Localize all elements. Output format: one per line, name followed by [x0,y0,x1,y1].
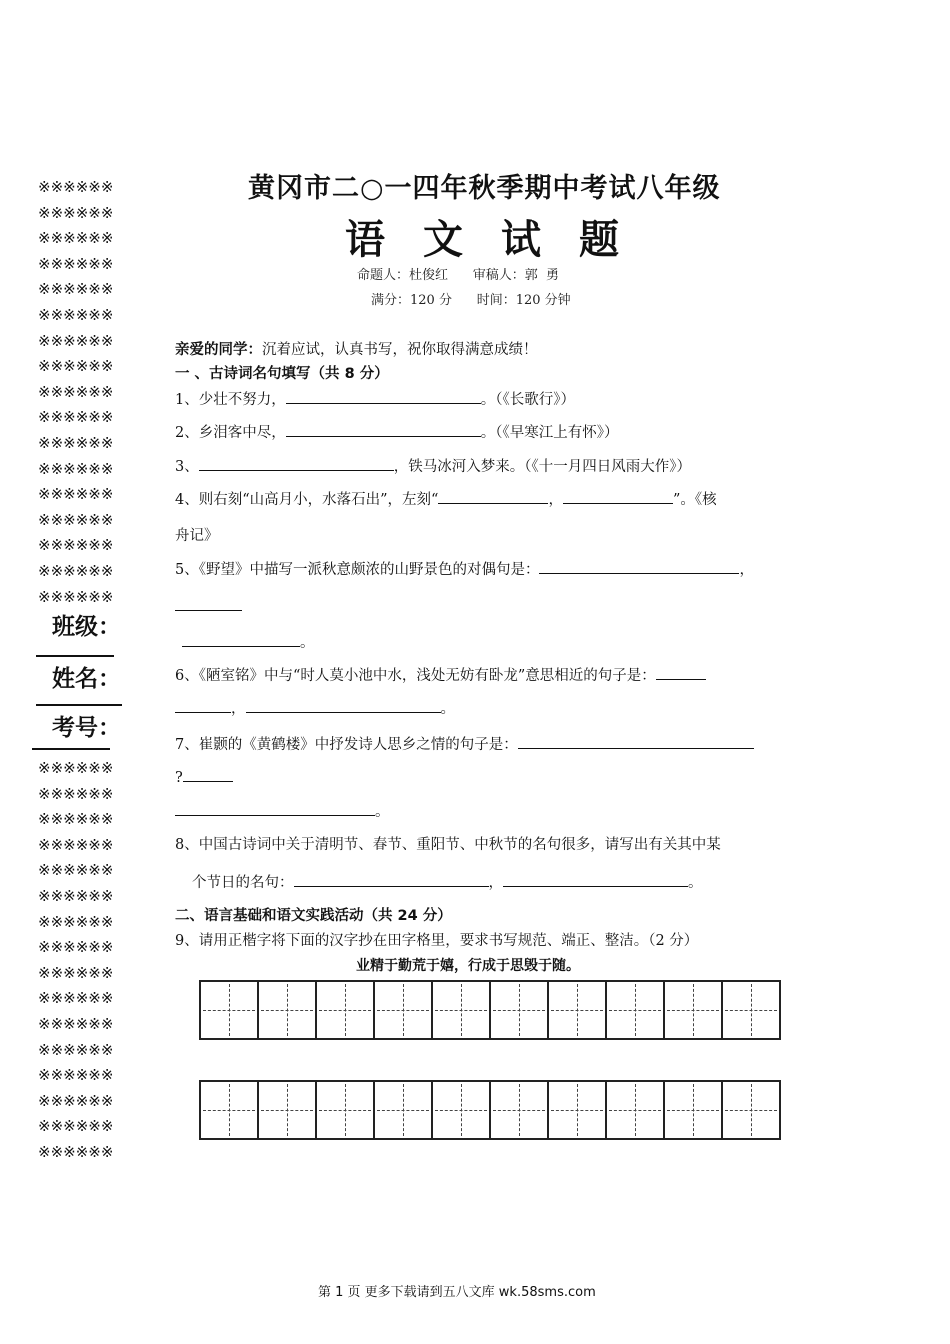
question-4-cont: 舟记》 [175,528,219,544]
q2-prompt: 2、乡泪客中尽， [175,425,286,441]
side-pattern-row: ※※※※※※ [38,510,114,529]
tianzige-cell[interactable] [607,982,665,1038]
q8-period: 。 [688,875,703,891]
question-6-line2 [175,697,455,718]
section1-heading: 一 、古诗词名句填写（共 8 分） [175,366,389,382]
side-pattern-row: ※※※※※※ [38,229,114,248]
tianzige-grid-row-2[interactable] [199,1080,781,1140]
side-pattern-row: ※※※※※※ [38,178,114,196]
side-pattern-row: ※※※※※※ [38,938,114,957]
tianzige-grid-row-1[interactable] [199,980,781,1040]
tianzige-cell[interactable] [491,982,549,1038]
q4-prompt: 4、则右刻“山高月小，水落石出”，左刻“ [175,492,439,508]
tianzige-cell[interactable] [491,1082,549,1138]
side-pattern-row: ※※※※※※ [38,963,114,982]
number-label: 考号： [52,715,121,741]
q4-comma: ， [548,492,563,508]
exam-authors: 命题人：杜俊红 审稿人：郭 勇 [357,268,560,283]
q7-prompt: 7、崔颢的《黄鹤楼》中抒发诗人思乡之情的句子是： [175,737,518,753]
tianzige-cell[interactable] [607,1082,665,1138]
side-pattern-row: ※※※※※※ [38,254,114,273]
page-footer: 第 1 页 更多下载请到五八文库 wk.58sms.com [318,1285,596,1300]
greeting [175,338,538,359]
side-pattern-row: ※※※※※※ [38,382,114,401]
copy-text: 业精于勤荒于嬉，行成于思毁于随。 [356,958,580,974]
q5-prompt: 5、《野望》中描写一派秋意颇浓的山野景色的对偶句是： [175,562,540,578]
q6-answer-blank-3[interactable] [246,698,441,713]
tianzige-cell[interactable] [317,1082,375,1138]
q6-period: 。 [440,701,455,717]
side-pattern-row: ※※※※※※ [38,433,114,452]
name-line [36,704,122,706]
greeting-bold: 亲爱的同学： [175,342,262,358]
q4-source-start: ”。《核 [672,492,717,508]
side-pattern-row: ※※※※※※ [38,587,114,606]
question-2 [175,421,618,442]
side-pattern-row: ※※※※※※ [38,305,114,324]
side-pattern-row: ※※※※※※ [38,1014,114,1033]
q5-period: 。 [300,635,315,651]
side-pattern-row: ※※※※※※ [38,485,114,504]
section2-heading: 二、语言基础和语文实践活动（共 24 分） [175,908,452,924]
side-pattern-row: ※※※※※※ [38,1091,114,1110]
exam-score-time: 满分：120 分 时间：120 分钟 [371,293,571,308]
q6-answer-blank-2[interactable] [175,698,231,713]
tianzige-cell[interactable] [549,1082,607,1138]
q3-prompt: 3、 [175,459,199,475]
q3-source: ，铁马冰河入梦来。（《十一月四日风雨大作》） [393,459,691,475]
question-4 [175,488,717,509]
question-5-line3 [182,631,315,652]
question-3 [175,455,691,476]
class-line [36,655,114,657]
tianzige-cell[interactable] [375,1082,433,1138]
question-5 [175,558,754,579]
question-7-line2 [175,767,233,786]
exam-subject-title: 语文试题 [345,217,657,263]
side-pattern-row: ※※※※※※ [38,357,114,376]
side-pattern-row: ※※※※※※ [38,536,114,555]
q4-answer-blank-2[interactable] [563,489,673,504]
side-pattern-row: ※※※※※※ [38,408,114,427]
tianzige-cell[interactable] [665,982,723,1038]
tianzige-cell[interactable] [723,982,779,1038]
q8-comma: ， [488,875,503,891]
class-label: 班级： [52,614,121,640]
side-pattern-top [38,175,148,610]
q6-answer-blank-1[interactable] [656,665,706,680]
question-7-line3 [175,800,390,821]
side-pattern-row: ※※※※※※ [38,280,114,299]
q7-answer-blank-2[interactable] [183,767,233,782]
q5-answer-blank-3[interactable] [182,632,300,647]
q4-answer-blank-1[interactable] [438,489,548,504]
side-pattern-row: ※※※※※※ [38,1040,114,1059]
q7-answer-blank-1[interactable] [518,734,754,749]
side-pattern-row: ※※※※※※ [38,886,114,905]
q1-source: 。（《长歌行》） [480,392,575,408]
tianzige-cell[interactable] [259,982,317,1038]
side-pattern-row: ※※※※※※ [38,203,114,222]
q8-prompt: 个节日的名句： [192,875,294,891]
tianzige-cell[interactable] [549,982,607,1038]
q2-answer-blank[interactable] [286,422,481,437]
q7-answer-blank-3[interactable] [175,801,375,816]
side-pattern-row: ※※※※※※ [38,784,114,803]
q8-answer-blank-1[interactable] [294,872,489,887]
name-label: 姓名： [52,666,121,692]
side-pattern-row: ※※※※※※ [38,989,114,1008]
question-7 [175,733,754,754]
q8-answer-blank-2[interactable] [503,872,688,887]
q1-prompt: 1、少壮不努力， [175,392,286,408]
side-pattern-row: ※※※※※※ [38,331,114,350]
side-pattern-row: ※※※※※※ [38,759,114,777]
q5-answer-blank-2[interactable] [175,610,242,611]
tianzige-cell[interactable] [433,982,491,1038]
side-pattern-row: ※※※※※※ [38,1117,114,1136]
tianzige-cell[interactable] [375,982,433,1038]
tianzige-cell[interactable] [259,1082,317,1138]
q6-comma: ， [231,701,246,717]
side-pattern-bottom [38,756,148,1166]
tianzige-cell[interactable] [317,982,375,1038]
side-pattern-row: ※※※※※※ [38,1142,114,1161]
question-9: 9、请用正楷字将下面的汉字抄在田字格里，要求书写规范、端正、整洁。（2 分） [175,933,699,949]
tianzige-cell[interactable] [201,982,259,1038]
q2-source: 。（《早寒江上有怀》） [480,425,619,441]
greeting-text: 沉着应试，认真书写，祝你取得满意成绩！ [262,342,538,358]
question-6 [175,664,706,685]
tianzige-cell[interactable] [433,1082,491,1138]
q3-answer-blank[interactable] [199,456,394,471]
side-pattern-row: ※※※※※※ [38,912,114,931]
q5-answer-blank-1[interactable] [539,559,739,574]
side-pattern-row: ※※※※※※ [38,861,114,880]
side-pattern-row: ※※※※※※ [38,835,114,854]
question-8: 8、中国古诗词中关于清明节、春节、重阳节、中秋节的名句很多，请写出有关其中某 [175,837,721,853]
q7-period: 。 [375,804,390,820]
number-line [32,748,110,750]
q1-answer-blank[interactable] [286,389,481,404]
question-1 [175,388,575,409]
question-8-line2 [192,871,703,892]
side-pattern-row: ※※※※※※ [38,810,114,829]
tianzige-cell[interactable] [723,1082,779,1138]
side-pattern-row: ※※※※※※ [38,1066,114,1085]
q5-comma: ， [739,562,754,578]
exam-title: 黄冈市二○一四年秋季期中考试八年级 [248,173,721,204]
q7-question-mark: ? [175,770,183,786]
tianzige-cell[interactable] [665,1082,723,1138]
side-pattern-row: ※※※※※※ [38,561,114,580]
q6-prompt: 6、《陋室铭》中与“时人莫小池中水，浅处无妨有卧龙”意思相近的句子是： [175,668,656,684]
side-pattern-row: ※※※※※※ [38,459,114,478]
tianzige-cell[interactable] [201,1082,259,1138]
